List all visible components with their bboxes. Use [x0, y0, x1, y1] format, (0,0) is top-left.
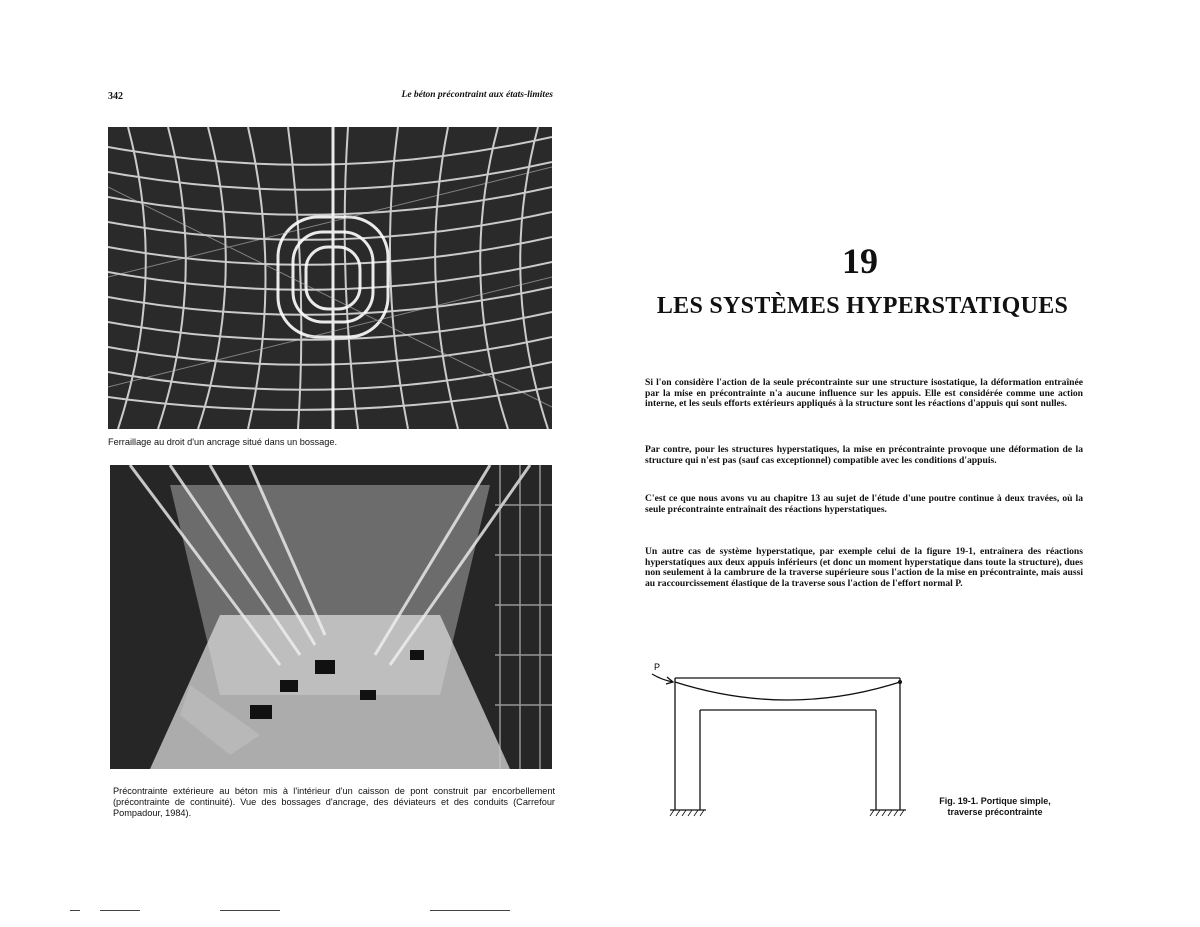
scan-artifact-line: [70, 910, 80, 911]
photo-caption-top: Ferraillage au droit d'un ancrage situé dans un bossage.: [108, 437, 338, 447]
chapter-number: 19: [842, 241, 878, 281]
portal-frame-figure: [640, 660, 920, 830]
page-number: 342: [108, 91, 123, 102]
figure-caption-line1: Fig. 19-1. Portique simple,: [939, 796, 1051, 806]
scan-artifact-line: [430, 910, 510, 911]
body-paragraph: Par contre, pour les structures hyperstatiques, la mise en précontrainte provoque une déformation de la structure qui n'est pas (sauf cas exceptionnel) compatible avec les conditions d'appuis.: [645, 444, 1083, 466]
body-paragraph: C'est ce que nous avons vu au chapitre 13 au sujet de l'étude d'une poutre continue à deux travées, où la seule précontrainte entraînait des réactions hyperstatiques.: [645, 493, 1083, 515]
body-paragraph: Si l'on considère l'action de la seule précontrainte sur une structure isostatique, la déformation entraînée par la mise en précontrainte n'a aucune influence sur les appuis. Elle est considérée comme une action interne, et les seuls efforts extérieurs appliqués à la structure sont les réactions d'appuis qui sont nulles.: [645, 377, 1083, 410]
body-paragraph: Un autre cas de système hyperstatique, par exemple celui de la figure 19-1, entraînera des réactions hyperstatiques aux deux appuis inférieurs (et donc un moment hyperstatique dans toute la structure), dues non seulement à la cambrure de la traverse supérieure sous l'action de la mise en précontrainte, mais aussi au raccourcissement élastique de la traverse sous l'action de l'effort normal P.: [645, 546, 1083, 590]
force-label: P: [654, 662, 661, 672]
figure-caption: [925, 796, 1065, 818]
figure-caption-line2: traverse précontrainte: [947, 807, 1043, 817]
running-head: Le béton précontraint aux états-limites: [401, 90, 553, 100]
chapter-title: LES SYSTÈMES HYPERSTATIQUES: [656, 293, 1069, 319]
rebar-anchorage-photo: [108, 127, 552, 429]
scan-artifact-line: [220, 910, 280, 911]
box-girder-interior-photo: [110, 465, 552, 769]
scan-artifact-line: [100, 910, 140, 911]
photo-caption-bottom: Précontrainte extérieure au béton mis à l'intérieur d'un caisson de pont construit par encorbellement (précontrainte de continuité). Vue des bossages d'ancrage, des déviateurs et des conduits (Carrefour Pompadour, 1984).: [113, 786, 555, 818]
